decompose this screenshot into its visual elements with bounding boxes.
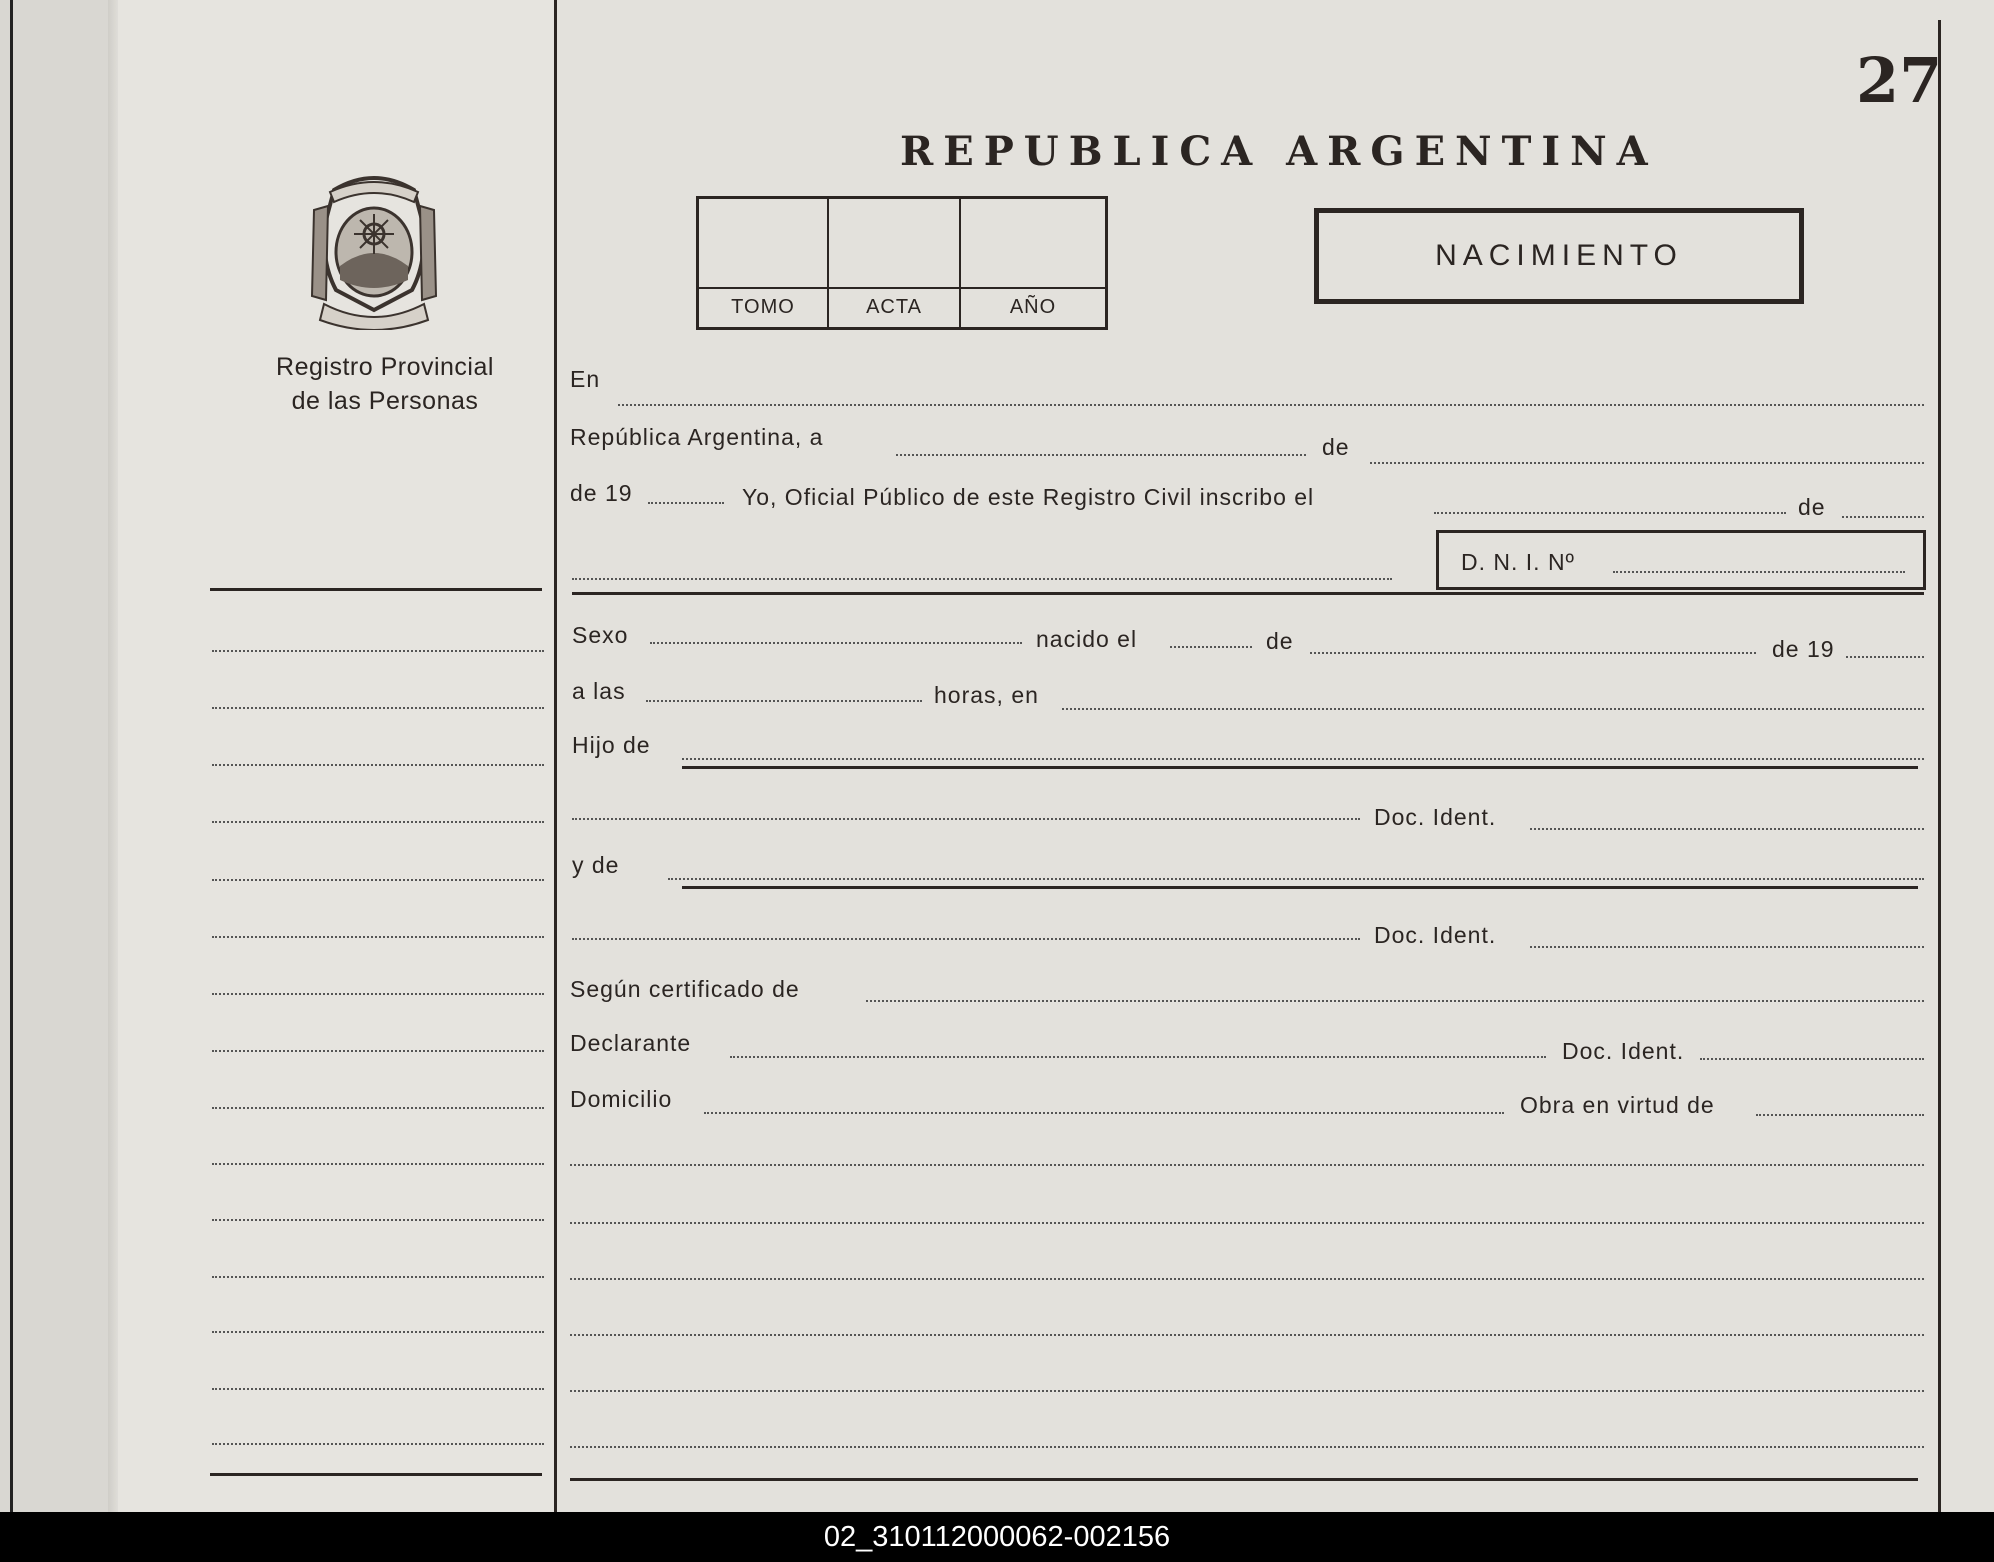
month-field[interactable] [1370,462,1924,464]
en-label: En [570,366,601,392]
nacido-month-field[interactable] [1310,652,1756,654]
year-field[interactable] [648,502,724,504]
certificado-field[interactable] [866,1000,1924,1002]
margin-dotted-line [212,1331,544,1333]
nacido-label: nacido el [1036,626,1138,652]
margin-dotted-line [212,650,544,652]
obra-field[interactable] [1756,1114,1924,1116]
observaciones-line[interactable] [570,1222,1924,1224]
margin-dotted-line [212,1388,544,1390]
anio-label: AÑO [1009,296,1057,318]
registry-line-1: Registro Provincial [276,353,494,381]
section-rule-bottom [570,1478,1918,1481]
margin-dotted-line [212,764,544,766]
observaciones-line[interactable] [570,1446,1924,1448]
dni-label: D. N. I. Nº [1461,549,1575,575]
sexo-label: Sexo [572,622,629,648]
sexo-field[interactable] [650,642,1022,644]
y-de-label: y de [572,852,620,878]
scan-identifier: 02_310112000062-002156 [823,1521,1171,1553]
margin-dotted-line [212,1276,544,1278]
en-field[interactable] [618,404,1924,406]
nacido-day-field[interactable] [1170,646,1252,648]
oficial-label: Yo, Oficial Público de este Registro Civil inscribo el [742,484,1315,510]
year-label: de 19 [570,480,633,506]
dni-box [1436,530,1926,590]
margin-dotted-line [212,936,544,938]
segun-label: Según certificado de [570,976,800,1002]
registry-name [240,350,530,418]
madre-doc-field[interactable] [1530,946,1924,948]
right-border [1938,20,1941,1512]
hijo-label: Hijo de [572,732,651,758]
de-label: de [1266,628,1294,654]
nacido-year-field[interactable] [1846,656,1924,658]
republica-label: República Argentina, a [570,424,824,450]
tomo-label: TOMO [731,296,795,318]
inscribo-continued-field[interactable] [572,578,1392,580]
acta-label: ACTA [866,296,922,318]
inscribo-field[interactable] [1434,512,1786,514]
country-title: REPUBLICA ARGENTINA [900,128,1658,175]
margin-dotted-line [212,821,544,823]
padre-continued-field[interactable] [572,818,1360,820]
observaciones-line[interactable] [570,1164,1924,1166]
margin-dotted-line [212,993,544,995]
register-table-rule [699,287,1105,289]
year-label: de 19 [1772,636,1835,662]
observaciones-line[interactable] [570,1334,1924,1336]
register-table [696,196,1108,330]
horas-label: horas, en [934,682,1039,708]
declarante-doc-field[interactable] [1700,1058,1924,1060]
obra-label: Obra en virtud de [1520,1092,1715,1118]
madre-continued-field[interactable] [572,938,1360,940]
dni-field[interactable] [1613,571,1905,573]
de-label: de [1322,434,1350,460]
padre-rule [682,766,1918,769]
margin-dotted-line [212,879,544,881]
section-rule-1 [572,592,1924,595]
padre-doc-field[interactable] [1530,828,1924,830]
margin-top-rule [210,588,542,591]
previous-page-edge [0,0,118,1512]
folio-number: 27 [1856,44,1943,117]
doc-ident-label: Doc. Ident. [1562,1038,1685,1064]
declarante-field[interactable] [730,1056,1546,1058]
madre-rule [682,886,1918,889]
margin-dotted-line [212,1443,544,1445]
registry-line-2: de las Personas [291,387,479,415]
record-type-box: NACIMIENTO [1314,208,1804,304]
margin-dotted-line [212,1219,544,1221]
declarante-label: Declarante [570,1030,692,1056]
de-field[interactable] [1842,516,1924,518]
margin-bottom-rule [210,1473,542,1476]
lugar-field[interactable] [1062,708,1924,710]
acta-cell [829,199,961,327]
misiones-seal-icon [304,170,444,330]
madre-field[interactable] [668,878,1924,880]
hora-field[interactable] [646,700,922,702]
domicilio-label: Domicilio [570,1086,673,1112]
margin-dotted-line [212,1050,544,1052]
anio-cell [961,199,1105,327]
margin-dotted-line [212,1163,544,1165]
margin-dotted-line [212,1107,544,1109]
de-label: de [1798,494,1826,520]
doc-ident-label: Doc. Ident. [1374,804,1497,830]
tomo-cell [699,199,829,327]
domicilio-field[interactable] [704,1112,1504,1114]
day-field[interactable] [896,454,1306,456]
previous-page-border [10,0,13,1512]
column-divider [554,0,557,1512]
a-las-label: a las [572,678,626,704]
observaciones-line[interactable] [570,1390,1924,1392]
observaciones-line[interactable] [570,1278,1924,1280]
padre-field[interactable] [682,758,1924,760]
doc-ident-label: Doc. Ident. [1374,922,1497,948]
margin-dotted-line [212,707,544,709]
